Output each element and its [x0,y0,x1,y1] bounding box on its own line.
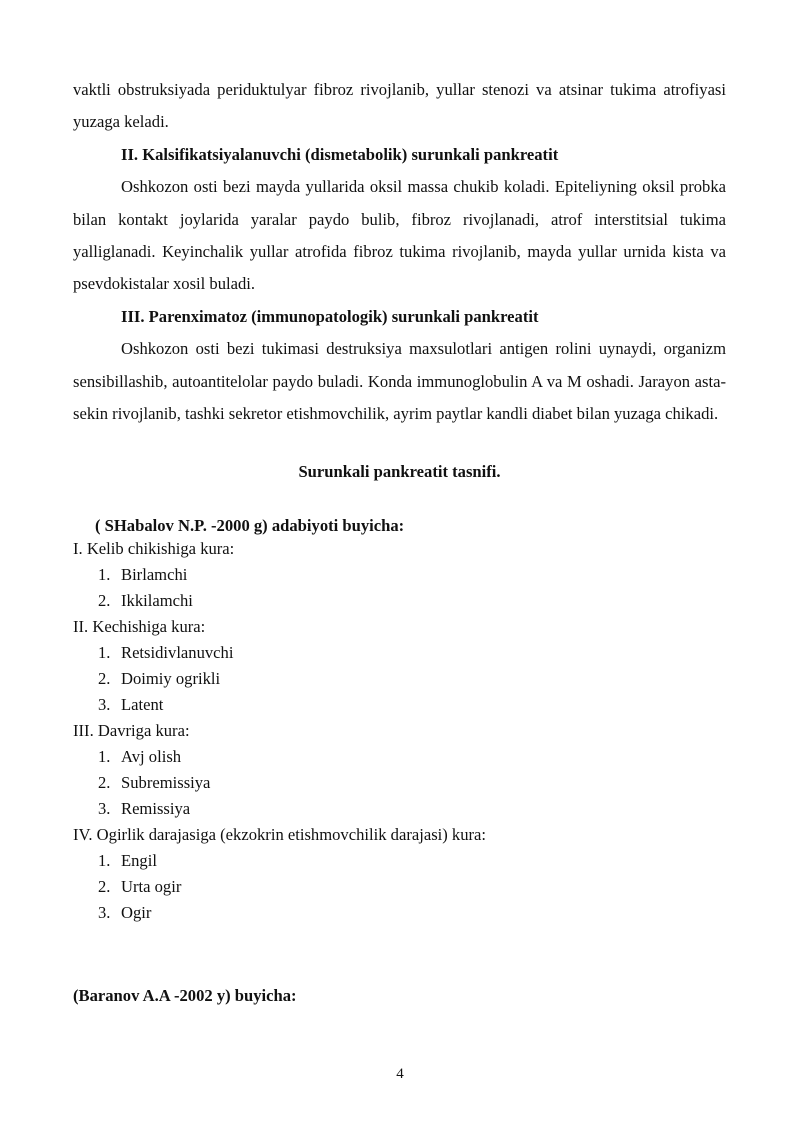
group-title: III. Davriga kura: [73,721,190,741]
group-title: II. Kechishiga kura: [73,617,206,637]
list-item: 3. Latent [98,695,164,715]
list-item: 2. Subremissiya [98,773,211,793]
classification-group-1 [73,536,726,614]
list-item: 1. Birlamchi [98,565,188,585]
list-item: 2. Urta ogir [98,877,182,897]
document-page [73,74,726,1006]
paragraph-parenchymatous: Oshkozon osti bezi tukimasi destruksiya maxsulotlari antigen rolini uynaydi, organizm sensibillashib, autoantitelolar paydo buladi. Konda immunoglobulin A va M oshadi. Jarayon asta-sekin rivojlanib, tashki sekretor etishmovchilik, ayrim paytlar kandli diabet bilan yuzaga chikadi. [73,339,726,424]
group-title: I. Kelib chikishiga kura: [73,539,235,559]
list-item: 2. Doimiy ogrikli [98,669,221,689]
list-item: 1. Avj olish [98,747,182,767]
list-item: 3. Remissiya [98,799,191,819]
reference-baranov: (Baranov A.A -2002 y) buyicha: [73,986,297,1006]
reference-shabalov: ( SHabalov N.P. -2000 g) adabiyoti buyicha: [95,516,405,536]
list-item: 3. Ogir [98,903,152,923]
classification-title: Surunkali pankreatit tasnifi. [298,462,501,482]
list-item: 2. Ikkilamchi [98,591,193,611]
group-title: IV. Ogirlik darajasiga (ekzokrin etishmovchilik darajasi) kura: [73,825,487,845]
classification-group-4 [73,822,726,926]
list-item: 1. Retsidivlanuvchi [98,643,234,663]
heading-calcifying-pancreatitis: II. Kalsifikatsiyalanuvchi (dismetabolik) surunkali pankreatit [121,144,559,164]
paragraph-calcifying: Oshkozon osti bezi mayda yullarida oksil massa chukib koladi. Epiteliyning oksil probka bilan kontakt joylarida yaralar paydo bulib, fibroz rivojlanadi, atrof interstitsial tukima yalliglanadi. Keyinchalik yullar atrofida fibroz tukima rivojlanib, mayda yullar urnida kista va psevdokistalar xosil buladi. [73,177,726,294]
classification-group-3 [73,718,726,822]
classification-group-2 [73,614,726,718]
paragraph-fibrosis: vaktli obstruksiyada periduktulyar fibroz rivojlanib, yullar stenozi va atsinar tukima atrofiyasi yuzaga keladi. [73,80,726,132]
heading-parenchymatous-pancreatitis: III. Parenximatoz (immunopatologik) surunkali pankreatit [121,306,539,326]
page-number: 4 [396,1066,404,1082]
list-item: 1. Engil [98,851,157,871]
